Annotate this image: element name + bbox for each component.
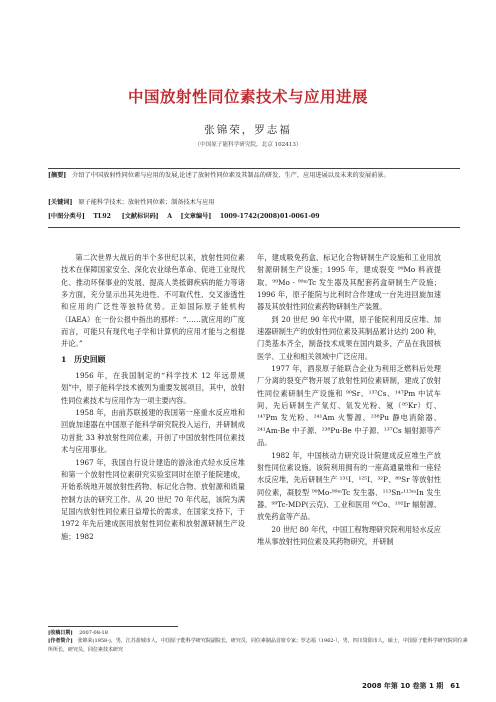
body-paragraph: 1958 年，由前苏联援建的我国第一座重水反应堆和回旋加速器在中国原子能科学研究院投入运行，并研制成功首批 33 种放射性同位素，开创了中国放射性同位素技术与应用事业。 <box>61 408 245 455</box>
right-column <box>257 252 441 548</box>
body-paragraph: 1956 年，在我国制定的“科学技术 12 年远景规划”中，原子能科学技术被列为重要发展项目，其中，放射性同位素技术与应用作为一项主要内容。 <box>61 371 245 405</box>
keywords <box>48 198 460 208</box>
body-paragraph: 到 20 世纪 90 年代中期，原子能院利用反应堆、加速器研制生产的放射性同位素及其制品累计达约 200 种，门类基本齐全，制备技术成果在国内最多，产品在我国核医学、工业和相关领域中广泛应用。 <box>257 314 441 361</box>
author-text: 张锦荣(1958-)，男，江苏盐城市人，中国原子能科学研究院副院长，研究员，同位素制品首席专家；罗志福（1962-），男，四川资阳市人，硕士，中国原子能科学研究院同位素所所长，研究员，同位素技术研究 <box>48 638 468 653</box>
paper-title: 中国放射性同位素技术与应用进展 <box>127 88 368 106</box>
page-footer: 2008 年第 10 卷第 1 期 61 <box>361 682 460 690</box>
doccode-value: A <box>167 213 173 220</box>
affiliation: （中国原子能科学研究院，北京 102413） <box>194 142 302 148</box>
footnote <box>48 629 468 654</box>
body-paragraph: 20 世纪 80 年代，中国工程物理研究院利用轻水反应堆从事放射性同位素及其药物研究，并研制 <box>257 524 441 546</box>
received-line <box>48 629 468 637</box>
abstract <box>48 171 460 181</box>
body-paragraph: 第二次世界大战后的半个多世纪以来，放射性同位素技术在保障国家安全、深化农业绿色革命、促进工业现代化、推动环保事业的发展、提高人类抵御疾病的能力等诸多方面，充分显示出其先进性、不可取代性、交叉渗透性和应用的广泛性等独特优势。正如国际原子能机构（IAEA）在一份公报中指出的那样：“……就应用的广度而言，可能只有现代电子学和计算机的应用才能与之相提并论。” <box>61 253 245 349</box>
section-heading: 1 历史回顾 <box>61 354 106 364</box>
abstract-text: 介绍了中国放射性同位素与应用的发展,论述了放射性同位素及其制品的研发、生产、应用进展以及未来的发展前景。 <box>72 172 390 179</box>
abstract-top-rule <box>48 168 460 169</box>
classification-line <box>48 212 460 222</box>
keywords-label: [关键词] <box>48 199 73 206</box>
cls-value: TL92 <box>93 213 111 220</box>
received-label: [收稿日期] <box>48 630 73 636</box>
article-label: [文章编号] <box>180 213 212 220</box>
received-value: 2007-08-18 <box>79 630 108 636</box>
left-column <box>61 252 245 543</box>
abstract-bottom-rule <box>48 227 460 228</box>
author-label: [作者简介] <box>48 638 73 645</box>
article-value: 1009-1742(2008)01-0061-09 <box>219 213 320 220</box>
authors: 张锦荣，罗志福 <box>204 124 292 136</box>
body-paragraph: 1982 年，中国核动力研究设计院建成反应堆生产放射性同位素设施。该院利用拥有的一座高通量堆和一座轻水反应堆，先后研制生产 ¹³¹I、¹²⁵I、³²P、⁸⁹Sr 等放射性同位素，凝胶型 ⁹⁹Mo-⁹⁹ᵐTc 发生器、¹¹³Sn-¹¹³ᵐIn 发生器、⁹⁹Tc-MDP(云克)、工业和医用 ⁶⁰Co、¹⁹²Ir 辐射源、放免药盒等产品。 <box>257 450 441 522</box>
body-paragraph: 年，建成吸免药盒、标记化合物研制生产设施和工业用放射源研制生产设施；1995 年，建成裂变 ⁹⁹Mo 料液提取、⁹⁹Mo - ⁹⁹ᵐTc 发生器及其配套药盒研制生产设施；1996 年，原子能院与比利时合作建成一台先进回旋加速器及其放射性同位素药物研制生产装置。 <box>257 253 441 312</box>
doccode-label: [文献标识码] <box>121 213 159 220</box>
cls-label: [中图分类号] <box>48 213 85 220</box>
body-paragraph: 1967 年，我国自行设计建造的游泳池式轻水反应堆和第一个放射性同位素研究实验室同时在原子能院建成，开始系统地开展放射性药物、标记化合物、放射源和质量控制方法的研究工作。从 20 世纪 70 年代起，该院为满足国内放射性同位素日益增长的需求，在国家支持下，于 1972 年先后建成医用放射性同位素和放射源研制生产设施；1982 <box>61 457 245 541</box>
author-bio <box>48 637 468 654</box>
footnote-rule <box>48 626 178 627</box>
abstract-label: [摘要] <box>48 172 67 179</box>
body-paragraph: 1977 年，酒泉原子能联合企业为利用乏燃料后处理厂分离的裂变产物开展了放射性同位素研制，建成了放射性同位素研制生产设施和 ⁹⁰Sr、¹³⁷Cs、¹⁴⁷Pm 中试车间，先后研制生产氚灯、氚发光粉、氪（⁸⁵Kr）灯、¹⁴⁷Pm 发光粉、²⁴¹Am 火警源、²³⁸Pu 静电消除器、²⁴¹Am-Be 中子源、²³⁸Pu-Be 中子源、¹³⁷Cs 辐射源等产品。 <box>257 364 441 448</box>
keywords-text: 原子能科学技术；放射性同位素；制备技术与应用 <box>78 199 215 206</box>
